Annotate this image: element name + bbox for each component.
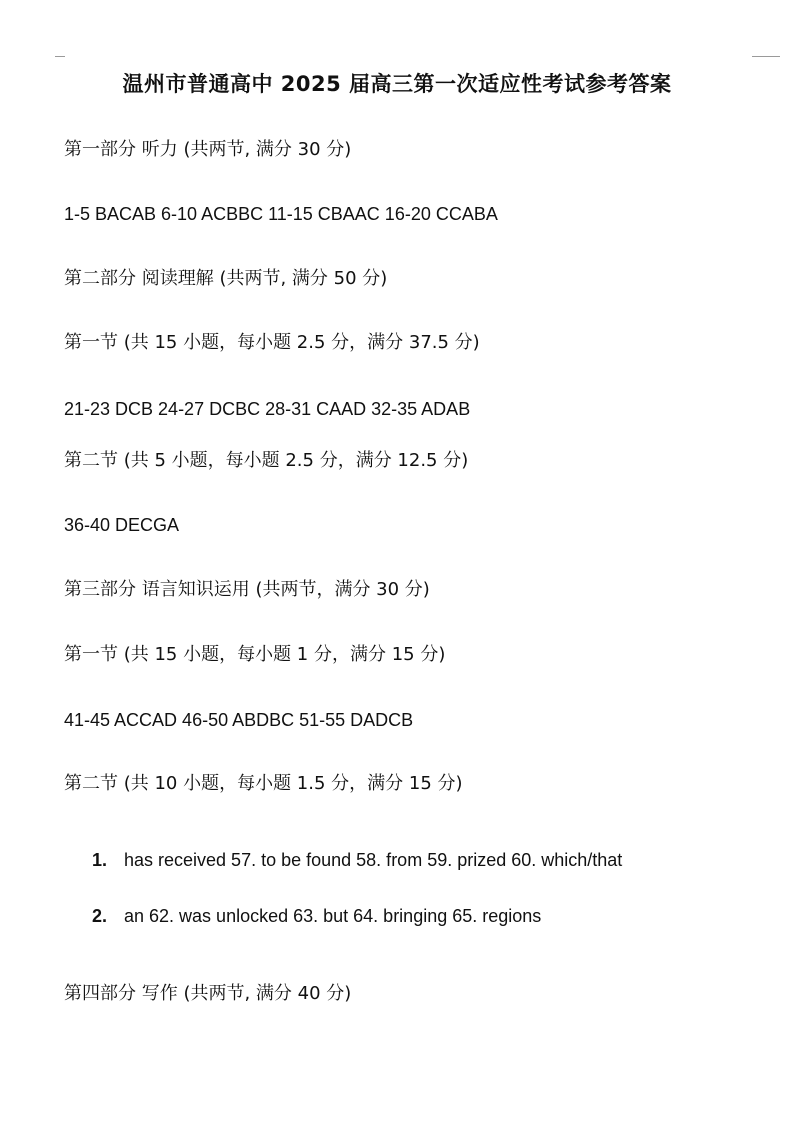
part3-section2-heading: 第二节 (共 10 小题，每小题 1.5 分，满分 15 分) bbox=[64, 773, 463, 794]
part2-section1-answers: 21-23 DCB 24-27 DCBC 28-31 CAAD 32-35 ADAB bbox=[64, 399, 471, 419]
list-item-number: 1. bbox=[92, 850, 108, 870]
part4-heading: 第四部分 写作 (共两节, 满分 40 分) bbox=[64, 983, 352, 1004]
list-item bbox=[92, 849, 622, 871]
document-title: 温州市普通高中 2025 届高三第一次适应性考试参考答案 bbox=[122, 72, 672, 96]
list-item-number: 2. bbox=[92, 906, 108, 926]
part2-section1-heading: 第一节 (共 15 小题，每小题 2.5 分，满分 37.5 分) bbox=[64, 332, 480, 353]
part3-section1-heading: 第一节 (共 15 小题，每小题 1 分，满分 15 分) bbox=[64, 644, 446, 665]
part1-heading: 第一部分 听力 (共两节, 满分 30 分) bbox=[64, 139, 352, 160]
part1-answers: 1-5 BACAB 6-10 ACBBC 11-15 CBAAC 16-20 CCABA bbox=[64, 204, 498, 224]
part2-heading: 第二部分 阅读理解 (共两节, 满分 50 分) bbox=[64, 268, 388, 289]
part3-heading: 第三部分 语言知识运用 (共两节，满分 30 分) bbox=[64, 579, 430, 600]
list-item bbox=[92, 905, 541, 927]
list-item-text: an 62. was unlocked 63. but 64. bringing 65. regions bbox=[124, 906, 542, 926]
page-corner-mark-left bbox=[55, 56, 65, 57]
list-item-text: has received 57. to be found 58. from 59. prized 60. which/that bbox=[124, 850, 623, 870]
part2-section2-heading: 第二节 (共 5 小题，每小题 2.5 分，满分 12.5 分) bbox=[64, 450, 469, 471]
part3-section1-answers: 41-45 ACCAD 46-50 ABDBC 51-55 DADCB bbox=[64, 710, 414, 730]
page-corner-mark-right bbox=[752, 56, 780, 57]
part2-section2-answers: 36-40 DECGA bbox=[64, 515, 180, 535]
